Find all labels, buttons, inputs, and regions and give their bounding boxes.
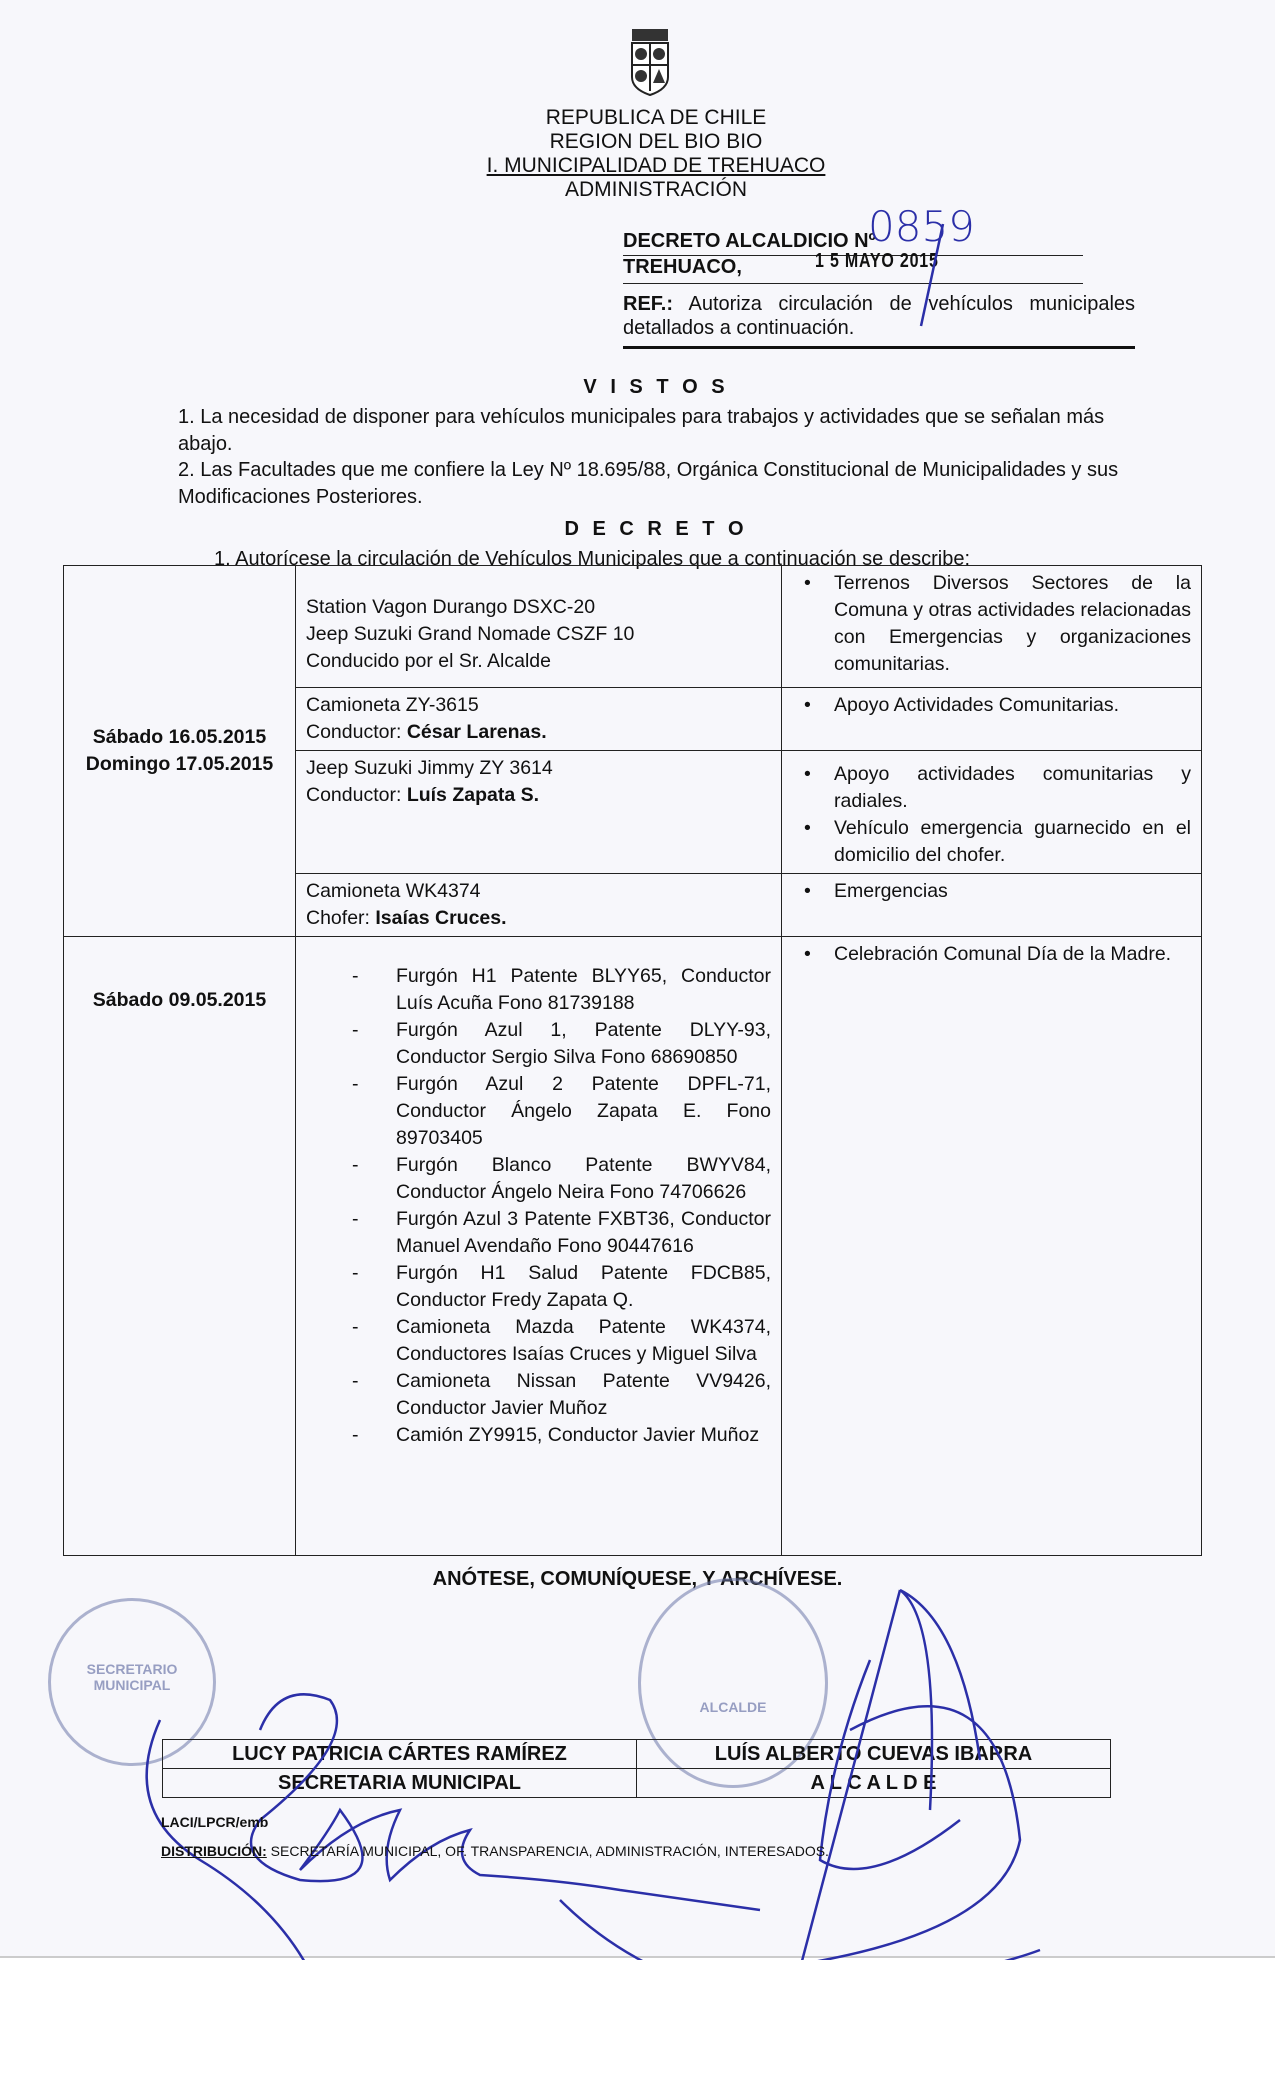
date-saturday: Sábado 16.05.2015 xyxy=(92,726,267,748)
vehicle-entry: - Furgón H1 Salud Patente FDCB85, Conductor Fredy Zapata Q. xyxy=(346,1260,771,1314)
driver: Conducido por el Sr. Alcalde xyxy=(306,650,551,672)
mayor-name: LUÍS ALBERTO CUEVAS IBARRA xyxy=(637,1740,1111,1769)
decree-number-label: DECRETO ALCALDICIO Nº xyxy=(623,230,876,252)
vehicles-table xyxy=(63,565,1202,1556)
vehicle-entry: - Furgón Azul 3 Patente FXBT36, Conductor Manuel Avendaño Fono 90447616 xyxy=(346,1206,771,1260)
activity: • Apoyo Actividades Comunitarias. xyxy=(792,692,1191,719)
vistos-item-2: 2. Las Facultades que me confiere la Ley Nº 18.695/88, Orgánica Constitucional de Municipalidades y sus Modificaciones Posteriores. xyxy=(178,459,1119,508)
vehicle-entry: - Camioneta Mazda Patente WK4374, Conductores Isaías Cruces y Miguel Silva xyxy=(346,1314,771,1368)
mayor-seal-stamp: ALCALDE xyxy=(638,1578,828,1788)
driver: Luís Zapata S. xyxy=(406,784,540,806)
vehicle-entry: - Furgón Azul 2 Patente DPFL-71, Conductor Ángelo Zapata E. Fono 89703405 xyxy=(346,1071,771,1152)
date-stamp: 1 5 MAYO 2015 xyxy=(815,250,939,272)
activity-cell xyxy=(782,937,1202,1556)
activity: • Celebración Comunal Día de la Madre. xyxy=(792,941,1191,968)
driver: César Larenas. xyxy=(406,721,547,743)
activity: • Emergencias xyxy=(792,878,1191,905)
mayor-title: A L C A L D E xyxy=(637,1769,1111,1798)
vehicle-cell xyxy=(296,937,782,1556)
decree-info xyxy=(623,202,1136,349)
closing-formula: ANÓTESE, COMUNÍQUESE, Y ARCHÍVESE. xyxy=(432,1568,843,1590)
secretary-name: LUCY PATRICIA CÁRTES RAMÍREZ xyxy=(163,1740,637,1769)
ref-label: REF.: xyxy=(623,293,673,315)
vistos-title: V I S T O S xyxy=(583,376,729,398)
driver: Isaías Cruces. xyxy=(375,907,507,929)
vehicle-list xyxy=(306,963,771,1449)
activity-cell xyxy=(782,566,1202,688)
decreto-item-1: 1. Autorícese la circulación de Vehículos Municipales que a continuación se describe: xyxy=(214,548,971,570)
municipal-crest-icon xyxy=(628,27,672,97)
ref-text: Autoriza circulación de vehículos municipales detallados a continuación. xyxy=(623,293,1136,339)
handwritten-signatures xyxy=(0,1560,1275,1960)
distribution-text: SECRETARÍA MUNICIPAL, OF. TRANSPARENCIA, ADMINISTRACIÓN, INTERESADOS. xyxy=(266,1843,829,1859)
distribution-label: DISTRIBUCIÓN: xyxy=(161,1843,267,1859)
vehicle: Jeep Suzuki Grand Nomade CSZF 10 xyxy=(306,623,635,645)
activity: • Apoyo actividades comunitarias y radiales. xyxy=(792,761,1191,815)
place-label: TREHUACO, xyxy=(623,256,742,278)
header-country: REPUBLICA DE CHILE xyxy=(545,106,767,129)
vehicle-entry: - Furgón Azul 1, Patente DLYY-93, Conductor Sergio Silva Fono 68690850 xyxy=(346,1017,771,1071)
vehicle-cell xyxy=(296,751,782,874)
decreto-title: D E C R E T O xyxy=(564,518,748,540)
vehicle-entry: - Furgón Blanco Patente BWYV84, Conductor Ángelo Neira Fono 74706626 xyxy=(346,1152,771,1206)
vehicle: Jeep Suzuki Jimmy ZY 3614 xyxy=(306,757,553,779)
driver-label: Chofer: xyxy=(306,907,370,929)
driver-label: Conductor: xyxy=(306,721,402,743)
secretary-title: SECRETARIA MUNICIPAL xyxy=(163,1769,637,1798)
activity-cell xyxy=(782,874,1202,937)
activity: • Terrenos Diversos Sectores de la Comuna y otras actividades relacionadas con Emergencias y organizaciones comunitarias. xyxy=(792,570,1191,678)
header-municipality: I. MUNICIPALIDAD DE TREHUACO xyxy=(486,154,826,177)
vistos-item-1: 1. La necesidad de disponer para vehículos municipales para trabajos y actividades que se señalan más abajo. xyxy=(178,406,1105,455)
activity-cell xyxy=(782,688,1202,751)
decree-number-handwritten: 0859 xyxy=(868,202,975,251)
vehicle-entry: - Camioneta Nissan Patente VV9426, Conductor Javier Muñoz xyxy=(346,1368,771,1422)
distribution xyxy=(161,1843,829,1859)
vehicle-entry: - Camión ZY9915, Conductor Javier Muñoz xyxy=(346,1422,771,1449)
handwritten-slash xyxy=(913,220,953,330)
activity-cell xyxy=(782,751,1202,874)
vehicle-cell xyxy=(296,688,782,751)
table-row xyxy=(64,937,1202,1556)
header xyxy=(456,106,856,202)
initials: LACI/LPCR/emb xyxy=(161,1814,269,1830)
vehicle: Station Vagon Durango DSXC-20 xyxy=(306,596,596,618)
date-cell: Sábado 09.05.2015 xyxy=(64,937,296,1556)
driver-label: Conductor: xyxy=(306,784,402,806)
header-department: ADMINISTRACIÓN xyxy=(564,178,747,201)
vehicle-cell xyxy=(296,566,782,688)
date-sunday: Domingo 17.05.2015 xyxy=(85,753,274,775)
vehicle: Camioneta ZY-3615 xyxy=(306,694,479,716)
table-row xyxy=(64,566,1202,688)
vehicle: Camioneta WK4374 xyxy=(306,880,481,902)
header-region: REGION DEL BIO BIO xyxy=(549,130,763,153)
secretary-seal-stamp: SECRETARIO MUNICIPAL xyxy=(48,1598,216,1766)
vehicle-cell xyxy=(296,874,782,937)
date-cell xyxy=(64,566,296,937)
vehicle-entry: - Furgón H1 Patente BLYY65, Conductor Luís Acuña Fono 81739188 xyxy=(346,963,771,1017)
activity: • Vehículo emergencia guarnecido en el domicilio del chofer. xyxy=(792,815,1191,869)
